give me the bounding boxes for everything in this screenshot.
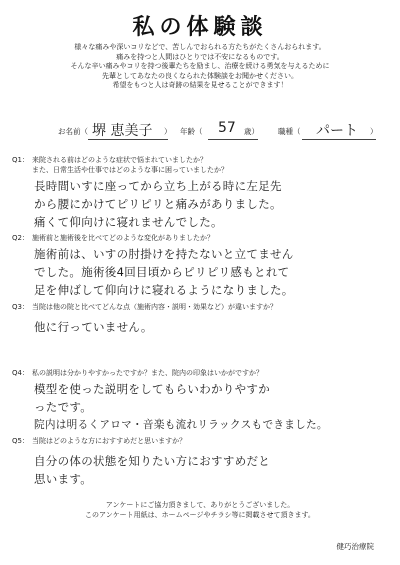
answer-line: 痛くて仰向けに寝れませんでした。: [34, 215, 223, 229]
question-1: [12, 155, 388, 175]
question-text: 私の説明は分かりやすかったですか？また、院内の印象はいかがですか？: [32, 369, 263, 377]
answer-4: [34, 380, 388, 434]
job-value: パート: [316, 123, 358, 139]
question-4: [12, 368, 388, 378]
question-number: Q2：: [12, 234, 29, 242]
answer-line: 長時間いすに座ってから立ち上がる時に左足先: [34, 179, 282, 193]
answer-line: 足を伸ばして仰向けに寝れるようになりました。: [34, 283, 294, 297]
question-3: [12, 302, 388, 312]
name-underline: [88, 139, 168, 140]
name-close-paren: ）: [164, 127, 172, 136]
intro-line: 先輩としてあなたの良くなられた体験談をお聞かせください。: [102, 71, 298, 80]
question-text: 来院される前はどのような症状で悩まれていましたか？: [32, 156, 207, 164]
profile-row: [58, 120, 388, 142]
answer-2: [34, 245, 388, 299]
job-label: 職種（: [278, 127, 301, 136]
answer-line: 思います。: [34, 472, 93, 486]
page-title: 私の体験談: [132, 14, 268, 40]
answer-line: 模型を使った説明をしてもらいわかりやすか: [34, 382, 270, 396]
closing-text: [0, 500, 400, 520]
name-label: お名前（: [58, 127, 88, 136]
intro-line: 痛みを持つと人間はひとりでは不安になるものです。: [116, 52, 284, 61]
question-number: Q4：: [12, 369, 29, 377]
answer-line: ったです。: [34, 400, 93, 414]
question-text: 当院は他の院と比べてどんな点（施術内容・説明・効果など）が違いますか？: [32, 303, 277, 311]
closing-line: このアンケート用紙は、ホームページやチラシ等に掲載させて頂きます。: [85, 511, 315, 519]
job-close-paren: ）: [370, 127, 378, 136]
question-text: また、日常生活や仕事ではどのような事に困っていましたか？: [32, 166, 228, 174]
answer-line: 院内は明るくアロマ・音楽も流れリラックスもできました。: [34, 419, 328, 431]
question-text: 施術前と施術後を比べてどのような変化がありましたか？: [32, 234, 214, 242]
job-underline: [302, 139, 376, 140]
answer-line: 自分の体の状態を知りたい方におすすめだと: [34, 454, 271, 468]
question-number: Q1：: [12, 156, 29, 164]
answer-line: から腰にかけてピリピリと痛みがありました。: [34, 197, 282, 211]
clinic-name: 健巧治療院: [336, 542, 374, 551]
name-value: 堺 恵美子: [92, 123, 153, 139]
question-2: [12, 233, 388, 243]
answer-1: [34, 177, 388, 231]
question-5: [12, 436, 388, 446]
answer-line: 施術前は、いすの肘掛けを持たないと立てません: [34, 247, 294, 261]
question-number: Q3：: [12, 303, 29, 311]
question-text: 当院はどのような方におすすめだと思いますか？: [32, 437, 187, 445]
answer-3: [34, 318, 388, 336]
intro-text: [14, 43, 386, 91]
answer-line: でした。施術後4回目頃からピリピリ感もとれて: [34, 265, 290, 279]
intro-line: 様々な痛みや深いコリなどで、苦しんでおられる方たちがたくさんおられます。: [74, 43, 326, 51]
intro-line: 希望をもつと人は奇跡の結果を見せることができます！: [112, 81, 288, 90]
answer-5: [34, 452, 388, 488]
intro-line: そんな辛い痛みやコリを持つ後輩たちを励まし、治療を続ける勇気を与えるために: [70, 62, 330, 71]
age-label: 年齢（: [180, 127, 203, 136]
age-suffix: 歳）: [244, 127, 259, 136]
question-number: Q5：: [12, 437, 29, 445]
closing-line: アンケートにご協力頂きまして、ありがとうございました。: [105, 501, 295, 509]
age-underline: [208, 139, 258, 140]
age-value: 57: [218, 120, 236, 136]
answer-line: 他に行っていません。: [34, 320, 153, 334]
